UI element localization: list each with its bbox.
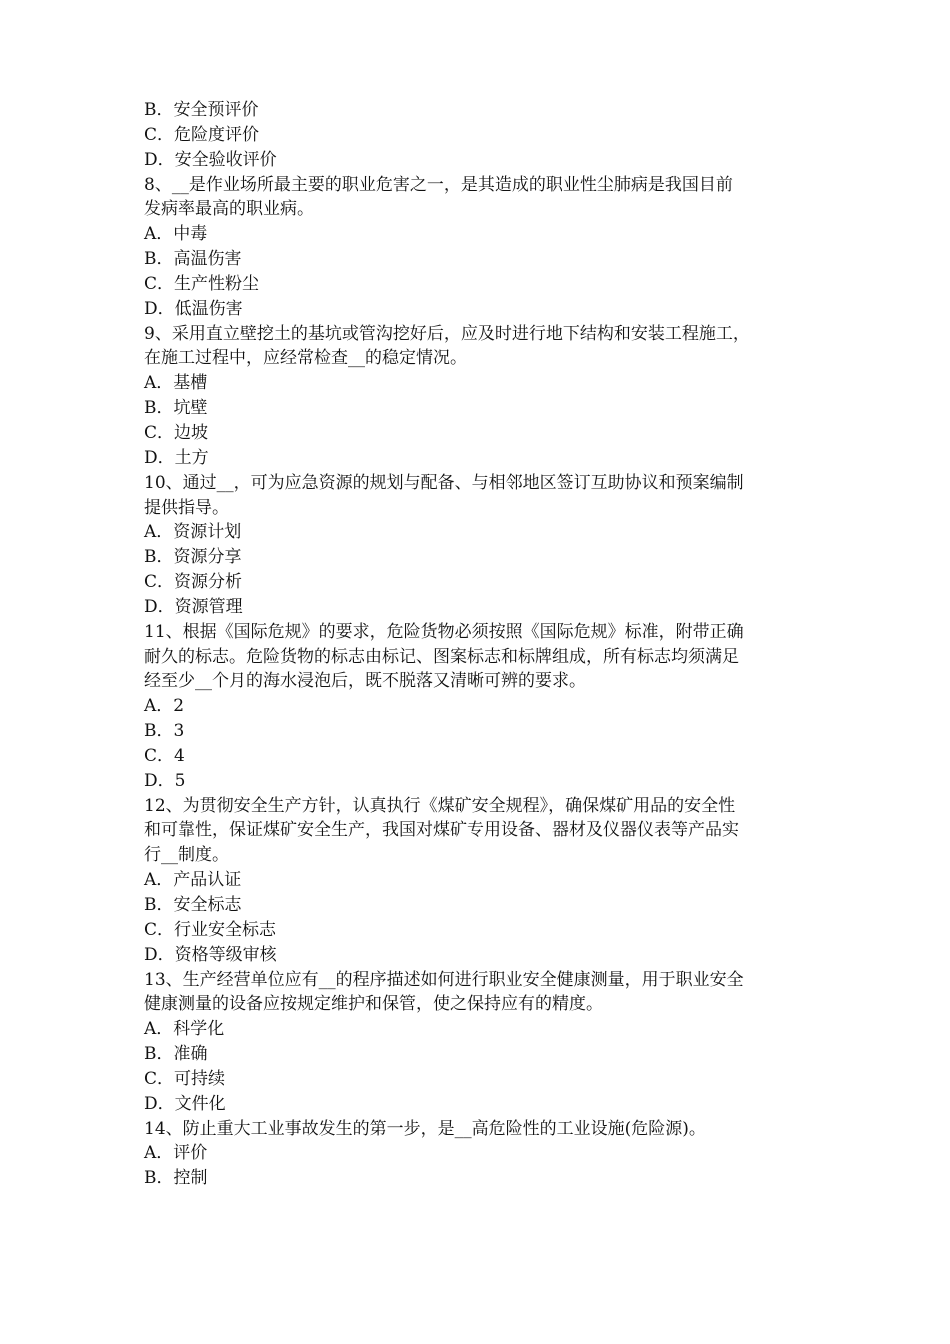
option-line: B．高温伤害 xyxy=(144,249,242,270)
question-10-line-1: 10、通过__，可为应急资源的规划与配备、与相邻地区签订互助协议和预案编制 xyxy=(144,472,744,493)
question-12-line-1: 12、为贯彻安全生产方针，认真执行《煤矿安全规程》，确保煤矿用品的安全性 xyxy=(144,795,736,816)
question-10-line-2: 提供指导。 xyxy=(144,497,229,518)
option-line: A．评价 xyxy=(144,1143,208,1164)
question-9-line-2: 在施工过程中，应经常检查__的稳定情况。 xyxy=(144,348,467,369)
option-line: B．准确 xyxy=(144,1044,208,1065)
question-11-line-1: 11、根据《国际危规》的要求，危险货物必须按照《国际危规》标准，附带正确 xyxy=(144,621,744,642)
option-line: C．行业安全标志 xyxy=(144,919,277,940)
option-line: A．资源计划 xyxy=(144,522,242,543)
option-line: D．文件化 xyxy=(144,1093,226,1114)
question-8-line-2: 发病率最高的职业病。 xyxy=(144,199,314,220)
option-line: A．产品认证 xyxy=(144,870,242,891)
option-line: C．资源分析 xyxy=(144,572,243,593)
option-line: D．土方 xyxy=(144,447,209,468)
option-line: A．基槽 xyxy=(144,373,208,394)
option-line: B．安全预评价 xyxy=(144,100,259,120)
question-12-line-2: 和可靠性，保证煤矿安全生产，我国对煤矿专用设备、器材及仪器仪表等产品实 xyxy=(144,820,739,841)
question-13-line-2: 健康测量的设备应按规定维护和保管，使之保持应有的精度。 xyxy=(144,994,603,1015)
option-line: C．4 xyxy=(144,745,185,766)
option-line: D．低温伤害 xyxy=(144,298,243,319)
option-line: C．可持续 xyxy=(144,1068,226,1089)
option-line: A．中毒 xyxy=(144,224,208,245)
option-line: B．控制 xyxy=(144,1168,208,1189)
option-line: B．资源分享 xyxy=(144,547,242,568)
option-line: B．安全标志 xyxy=(144,895,242,915)
option-line: A．2 xyxy=(144,696,185,717)
question-11-line-3: 经至少__个月的海水浸泡后，既不脱落又清晰可辨的要求。 xyxy=(144,671,586,692)
option-line: D．资源管理 xyxy=(144,596,243,617)
option-line: C．危险度评价 xyxy=(144,124,260,145)
question-8-line-1: 8、__是作业场所最主要的职业危害之一，是其造成的职业性尘肺病是我国目前 xyxy=(144,174,733,195)
option-line: C．生产性粉尘 xyxy=(144,273,260,294)
question-12-line-3: 行__制度。 xyxy=(144,845,229,866)
option-line: D．资格等级审核 xyxy=(144,944,277,965)
option-line: B．坑壁 xyxy=(144,398,208,419)
option-line: D．5 xyxy=(144,770,186,791)
question-14-line-1: 14、防止重大工业事故发生的第一步，是__高危险性的工业设施(危险源)。 xyxy=(144,1118,706,1139)
option-line: C．边坡 xyxy=(144,422,209,443)
question-13-line-1: 13、生产经营单位应有__的程序描述如何进行职业安全健康测量，用于职业安全 xyxy=(144,969,744,990)
option-line: A．科学化 xyxy=(144,1019,225,1040)
document-body xyxy=(144,98,812,1191)
question-11-line-2: 耐久的标志。危险货物的标志由标记、图案标志和标牌组成，所有标志均须满足 xyxy=(144,646,739,667)
option-line: B．3 xyxy=(144,721,185,742)
option-line: D．安全验收评价 xyxy=(144,149,277,170)
question-9-line-1: 9、采用直立壁挖土的基坑或管沟挖好后，应及时进行地下结构和安装工程施工， xyxy=(144,323,750,344)
